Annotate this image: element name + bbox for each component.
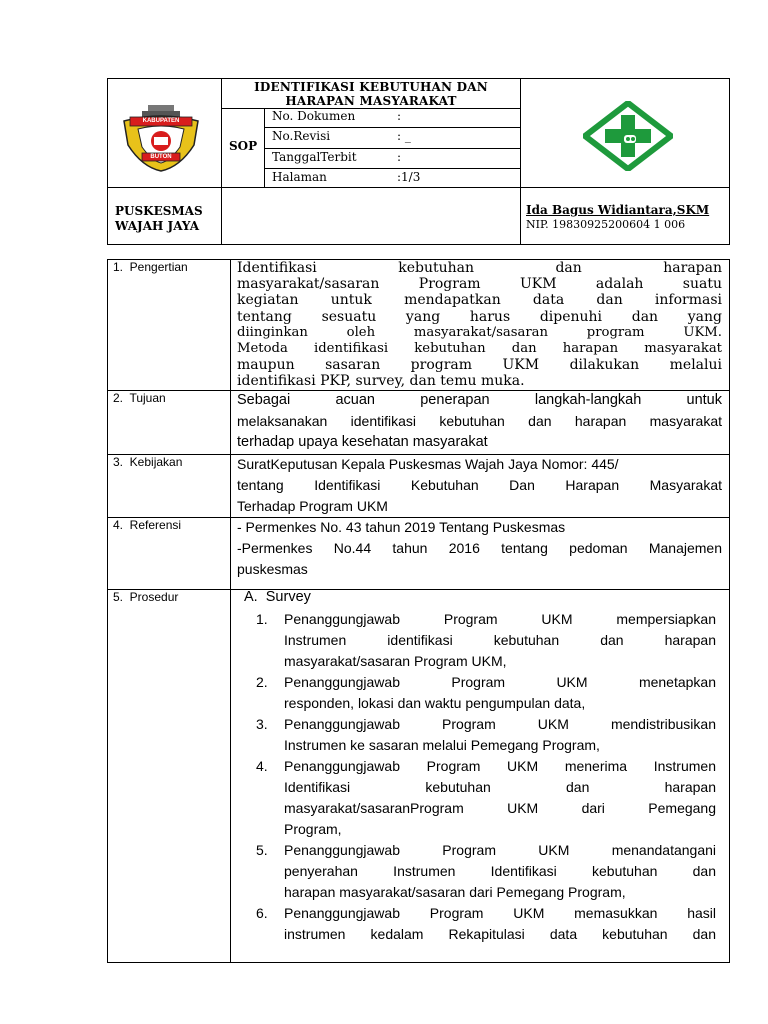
title-line-1: IDENTIFIKASI KEBUTUHAN DAN: [254, 80, 488, 94]
step-4: [256, 756, 716, 840]
pengertian-line: kegiatan untuk mendapatkan data dan informasi: [237, 292, 722, 309]
step-line: Instrumen ke sasaran melalui Pemegang Program,: [284, 737, 600, 753]
step-number: 2.: [256, 674, 268, 690]
title-line-2: HARAPAN MASYARAKAT: [285, 94, 457, 108]
pengertian-line: Metoda identifikasi kebutuhan dan harapan masyarakat: [237, 341, 722, 357]
section-label-referensi: 4. Referensi: [113, 518, 182, 532]
signer-nip: NIP. 19830925200604 1 006: [526, 218, 686, 231]
tujuan-line: Sebagai acuan penerapan langkah-langkah untuk: [237, 392, 722, 408]
step-line: Penanggungjawab Program UKM mendistribusikan: [284, 716, 716, 732]
step-1: [256, 609, 716, 672]
field-halaman-label: Halaman: [272, 170, 327, 184]
field-no-dokumen-label: No. Dokumen: [272, 109, 356, 123]
prosedur-steps: [256, 609, 716, 945]
field-no-revisi-value: : _: [397, 129, 411, 143]
pengertian-text: [237, 260, 722, 390]
referensi-line: -Permenkes No.44 tahun 2016 tentang pedoman Manajemen: [237, 540, 722, 556]
step-5: [256, 840, 716, 903]
logo-ribbon-bottom: BUTON: [150, 154, 172, 160]
step-line: masyarakat/sasaranProgram UKM dari Pemegang: [284, 800, 716, 816]
document-title: [222, 80, 520, 108]
step-2: [256, 672, 716, 714]
step-line: Penanggungjawab Program UKM menandatangani: [284, 842, 716, 858]
step-line: Program,: [284, 821, 342, 837]
step-number: 6.: [256, 905, 268, 921]
field-tanggal-terbit-value: :: [397, 150, 402, 164]
step-line: responden, lokasi dan waktu pengumpulan data,: [284, 695, 586, 711]
pengertian-line: masyarakat/sasaran Program UKM adalah suatu: [237, 276, 722, 293]
kebijakan-text: [237, 454, 722, 517]
step-line: Penanggungjawab Program UKM menerima Instrumen: [284, 758, 716, 774]
logo-ribbon-top: KABUPATEN: [142, 118, 180, 124]
kebijakan-line: Terhadap Program UKM: [237, 498, 388, 514]
step-line: Identifikasi kebutuhan dan harapan: [284, 779, 716, 795]
step-line: Penanggungjawab Program UKM menetapkan: [284, 674, 716, 690]
pengertian-line: maupun sasaran program UKM dilakukan melalui: [237, 357, 722, 374]
tujuan-line: melaksanakan identifikasi kebutuhan dan harapan masyarakat: [237, 413, 722, 429]
sop-label: SOP: [229, 139, 258, 153]
pengertian-line: tentang sesuatu yang harus dipenuhi dan yang: [237, 308, 722, 325]
signer-name: Ida Bagus Widiantara,SKM: [526, 203, 710, 217]
step-number: 4.: [256, 758, 268, 774]
puskesmas-logo: [583, 101, 673, 171]
step-6: [256, 903, 716, 945]
field-no-dokumen-value: :: [397, 109, 402, 123]
kebijakan-line: tentang Identifikasi Kebutuhan Dan Harapan Masyarakat: [237, 477, 722, 493]
pengertian-line: diinginkan oleh masyarakat/sasaran program UKM.: [237, 324, 722, 340]
tujuan-line: terhadap upaya kesehatan masyarakat: [237, 434, 488, 450]
step-line: penyerahan Instrumen Identifikasi kebutuhan dan: [284, 863, 716, 879]
step-line: masyarakat/sasaran Program UKM,: [284, 653, 507, 669]
step-number: 5.: [256, 842, 268, 858]
pengertian-line: Identifikasi kebutuhan dan harapan: [237, 260, 722, 276]
kabupaten-buton-logo: [118, 103, 204, 173]
step-number: 3.: [256, 716, 268, 732]
referensi-line: puskesmas: [237, 561, 308, 577]
section-label-tujuan: 2. Tujuan: [113, 391, 166, 405]
org-line-1: PUSKESMAS: [115, 204, 203, 218]
organization-name: [115, 204, 203, 234]
section-label-kebijakan: 3. Kebijakan: [113, 455, 183, 469]
step-line: instrumen kedalam Rekapitulasi data kebutuhan dan: [284, 926, 716, 942]
referensi-text: [237, 517, 722, 580]
step-number: 1.: [256, 611, 268, 627]
kebijakan-line: SuratKeputusan Kepala Puskesmas Wajah Jaya Nomor: 445/: [237, 456, 619, 472]
step-line: Penanggungjawab Program UKM memasukkan hasil: [284, 905, 716, 921]
org-line-2: WAJAH JAYA: [115, 219, 200, 233]
step-3: [256, 714, 716, 756]
field-tanggal-terbit-label: TanggalTerbit: [272, 150, 357, 164]
step-line: Instrumen identifikasi kebutuhan dan harapan: [284, 632, 716, 648]
section-label-pengertian: 1. Pengertian: [113, 260, 188, 274]
referensi-line: - Permenkes No. 43 tahun 2019 Tentang Puskesmas: [237, 519, 566, 535]
field-halaman-value: :1/3: [397, 170, 421, 184]
pengertian-line: identifikasi PKP, survey, dan temu muka.: [237, 373, 525, 390]
tujuan-text: [237, 390, 722, 453]
section-label-prosedur: 5. Prosedur: [113, 590, 179, 604]
step-line: harapan masyarakat/sasaran dari Pemegang Program,: [284, 884, 626, 900]
field-no-revisi-label: No.Revisi: [272, 129, 331, 143]
step-line: Penanggungjawab Program UKM mempersiapkan: [284, 611, 716, 627]
prosedur-subheading: A. Survey: [244, 589, 311, 605]
